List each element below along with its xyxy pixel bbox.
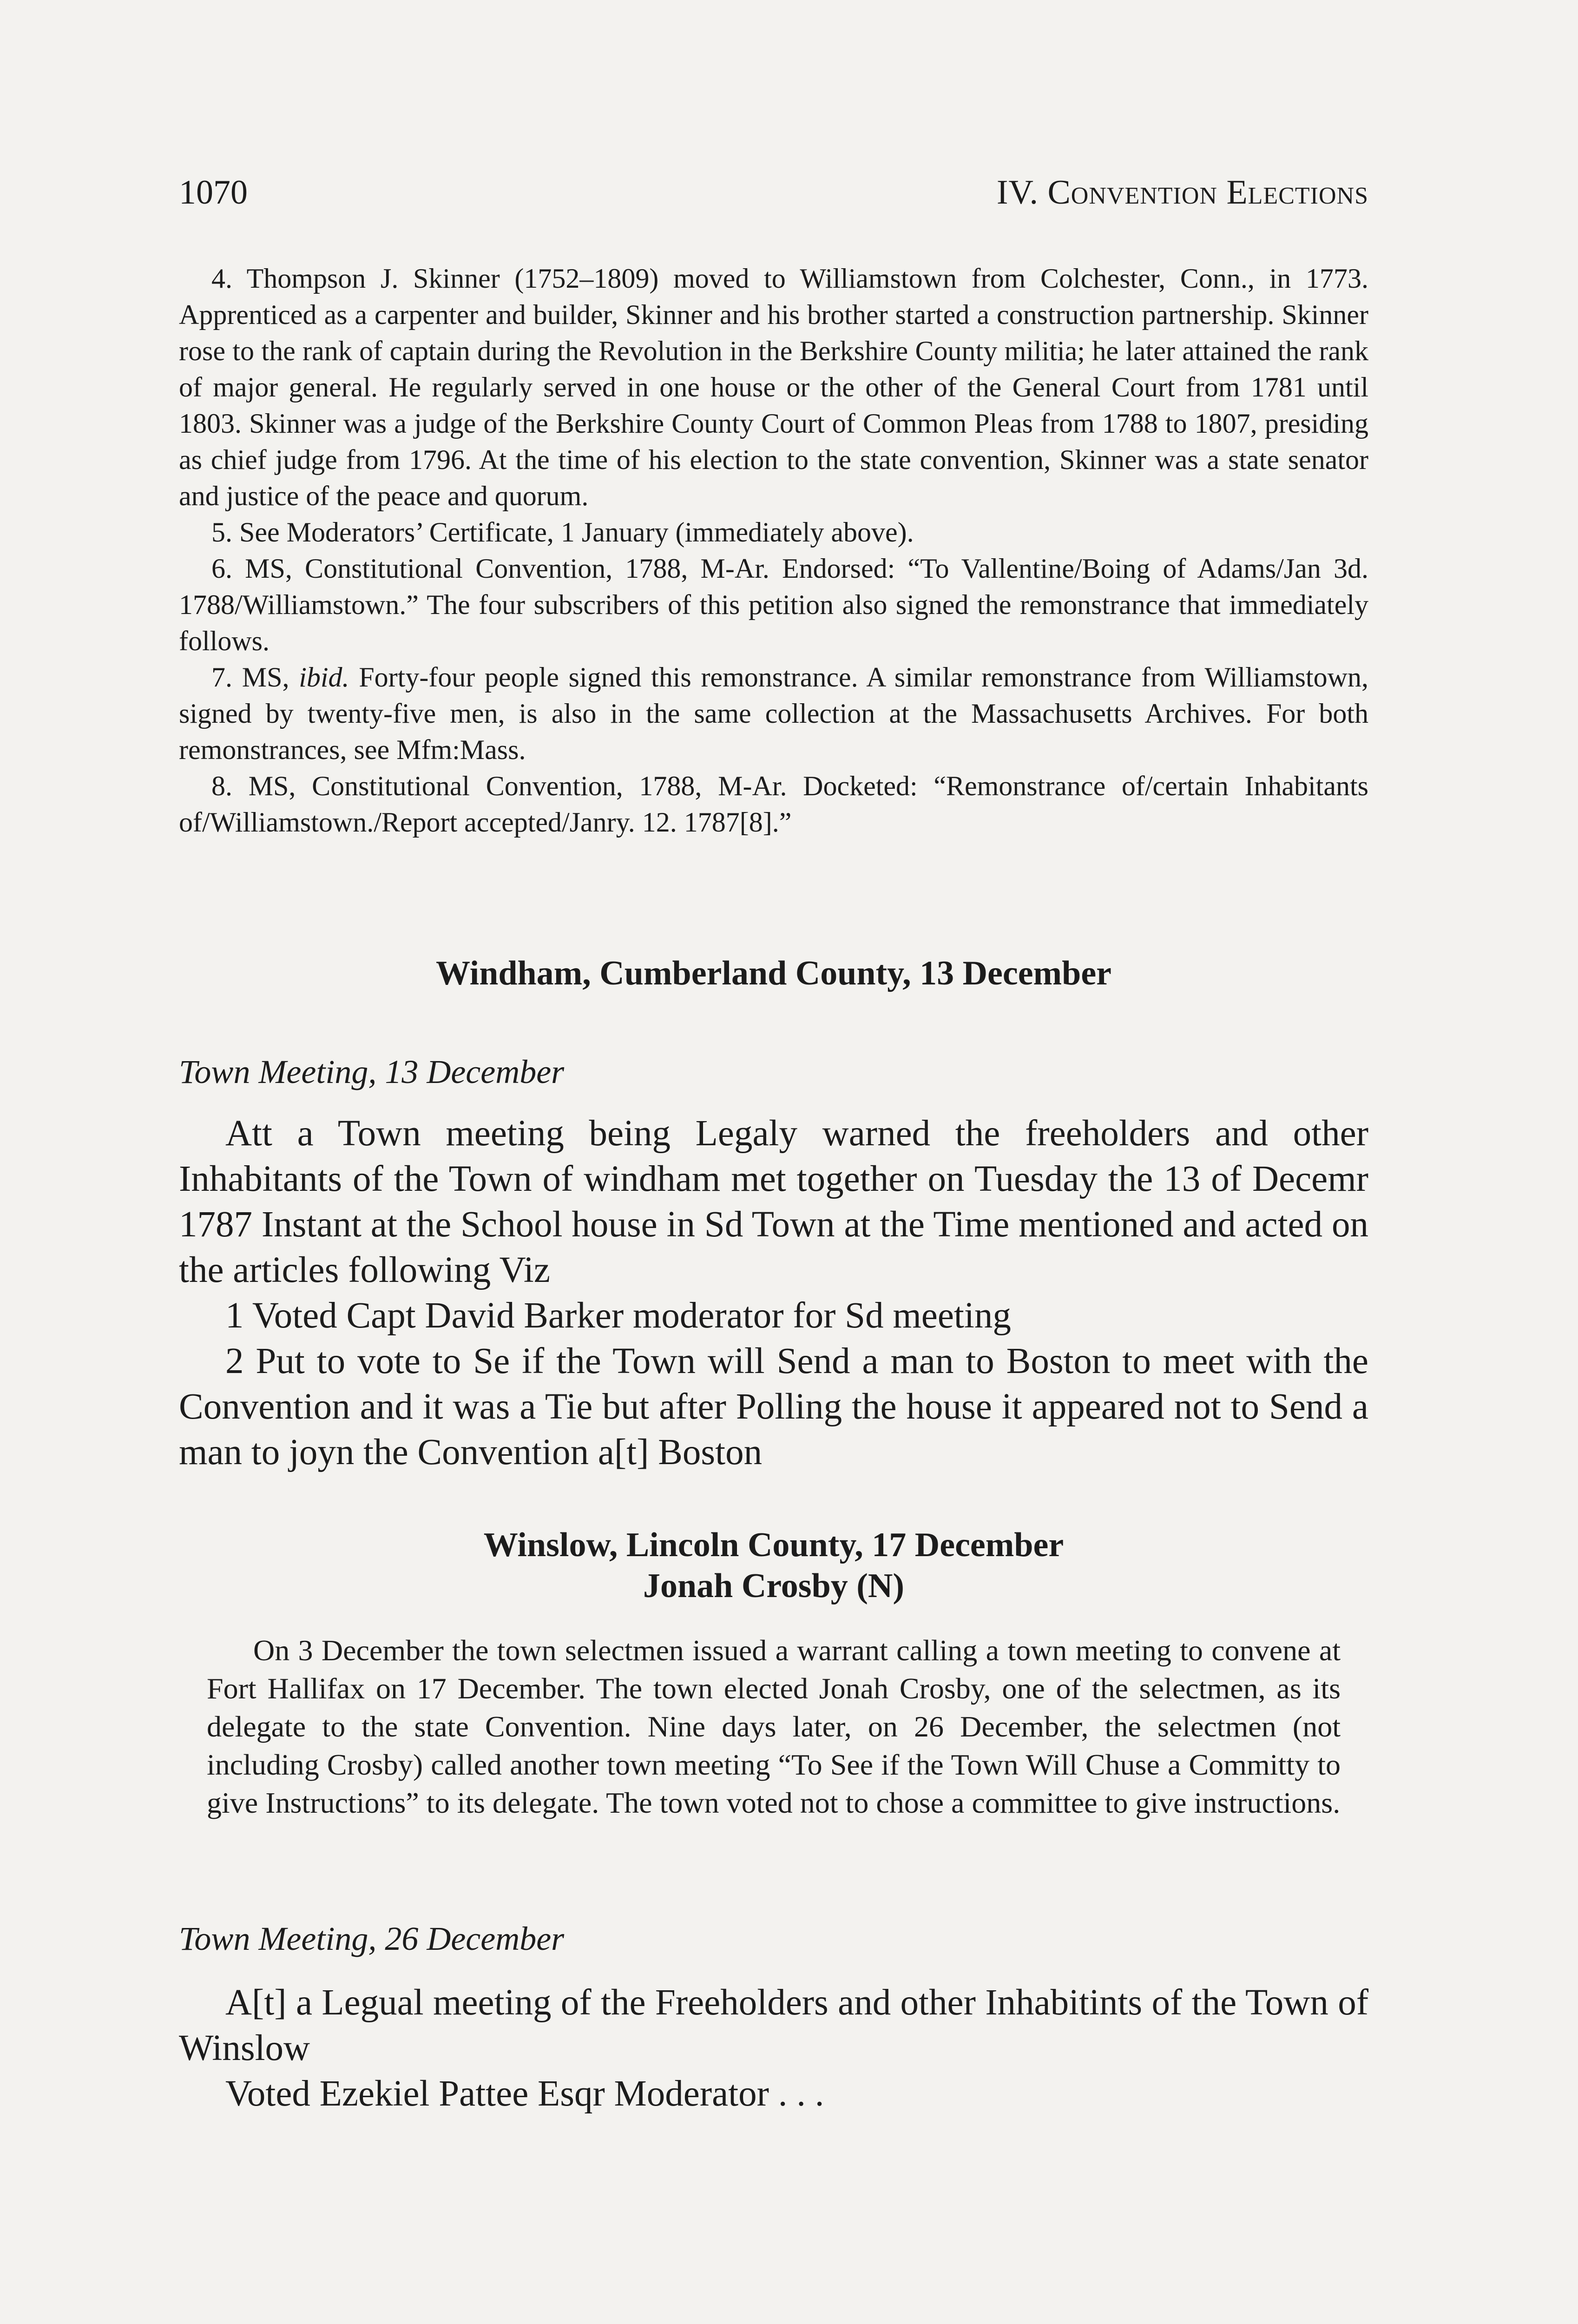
document-paragraph: Voted Ezekiel Pattee Esqr Moderator . . .: [225, 2073, 824, 2114]
winslow-delegate: Jonah Crosby (N): [643, 1567, 904, 1605]
footnote: [179, 514, 1368, 550]
document-paragraph: Att a Town meeting being Legaly warned the freeholders and other Inhabitants of the Town of windham met together on Tuesday the 13 of Decemr 1787 Instant at the School house in Sd Town at the Time mentioned and acted on the articles following Viz: [179, 1113, 1368, 1290]
running-head: [179, 173, 1368, 215]
footnote: [179, 768, 1368, 840]
winslow-heading: [179, 1525, 1368, 1606]
footnote-number: 4.: [211, 263, 232, 294]
winslow-document: [179, 1980, 1368, 2117]
footnote-text: See Moderators’ Certificate, 1 January (immediately above).: [239, 517, 914, 548]
footnote-number: 5.: [211, 517, 232, 548]
page-number: 1070: [179, 173, 248, 211]
windham-document: [179, 1111, 1368, 1475]
windham-subheading: Town Meeting, 13 December: [179, 1053, 565, 1090]
document-paragraph: 2 Put to vote to Se if the Town will Send a man to Boston to meet with the Convention and it was a Tie but after Polling the house it appeared not to Send a man to joyn the Convention a[t] Boston: [179, 1341, 1368, 1472]
winslow-subheading: Town Meeting, 26 December: [179, 1920, 565, 1957]
document-paragraph: 1 Voted Capt David Barker moderator for Sd meeting: [225, 1295, 1011, 1336]
footnote-number: 7.: [211, 662, 232, 693]
footnote: [179, 260, 1368, 514]
footnote-text: Forty-four people signed this remonstrance. A similar remonstrance from Williamstown, signed by twenty-five men, is also in the same collection at the Massachusetts Archives. For both remonstrances, see Mfm:Mass.: [179, 662, 1369, 765]
windham-heading: Windham, Cumberland County, 13 December: [435, 954, 1112, 992]
footnote-number: 6.: [211, 553, 232, 584]
editorial-text: On 3 December the town selectmen issued a warrant calling a town meeting to convene at Fort Hallifax on 17 December. The town elected Jonah Crosby, one of the selectmen, as its delegate to the state Convention. Nine days later, on 26 December, the selectmen (not including Crosby) called another town meeting “To See if the Town Will Chuse a Committy to give Instructions” to its delegate. The town voted not to chose a committee to give instructions.: [207, 1634, 1341, 1819]
footnote-text: MS, Constitutional Convention, 1788, M-Ar. Docketed: “Remonstrance of/certain Inhabitants of/Williamstown./Report accepted/Janry. 12. 1787[8].”: [179, 771, 1369, 838]
footnote-text: MS, Constitutional Convention, 1788, M-Ar. Endorsed: “To Vallentine/Boing of Adams/Jan 3d. 1788/Williamstown.” The four subscribers of this petition also signed the remonstrance that immediately follows.: [179, 553, 1369, 656]
winslow-heading-line: Winslow, Lincoln County, 17 December: [483, 1526, 1064, 1564]
footnotes: [179, 260, 1368, 840]
footnote: [179, 550, 1368, 659]
footnote-number: 8.: [211, 771, 232, 801]
section-title: IV. Convention Elections: [996, 173, 1368, 211]
footnote: [179, 659, 1368, 768]
footnote-text: MS,: [242, 662, 299, 693]
editorial-note: [207, 1631, 1341, 1822]
footnote-text: Thompson J. Skinner (1752–1809) moved to Williamstown from Colchester, Conn., in 1773. Apprenticed as a carpenter and builder, Skinner and his brother started a construction partnership. Skinner rose to the rank of captain during the Revolution in the Berkshire County militia; he later attained the rank of major general. He regularly served in one house or the other of the General Court from 1781 until 1803. Skinner was a judge of the Berkshire County Court of Common Pleas from 1788 to 1807, presiding as chief judge from 1796. At the time of his election to the state convention, Skinner was a state senator and justice of the peace and quorum.: [179, 263, 1368, 511]
document-paragraph: A[t] a Legual meeting of the Freeholders and other Inhabitints of the Town of Winslow: [179, 1982, 1368, 2068]
footnote-italic: ibid.: [299, 662, 349, 693]
